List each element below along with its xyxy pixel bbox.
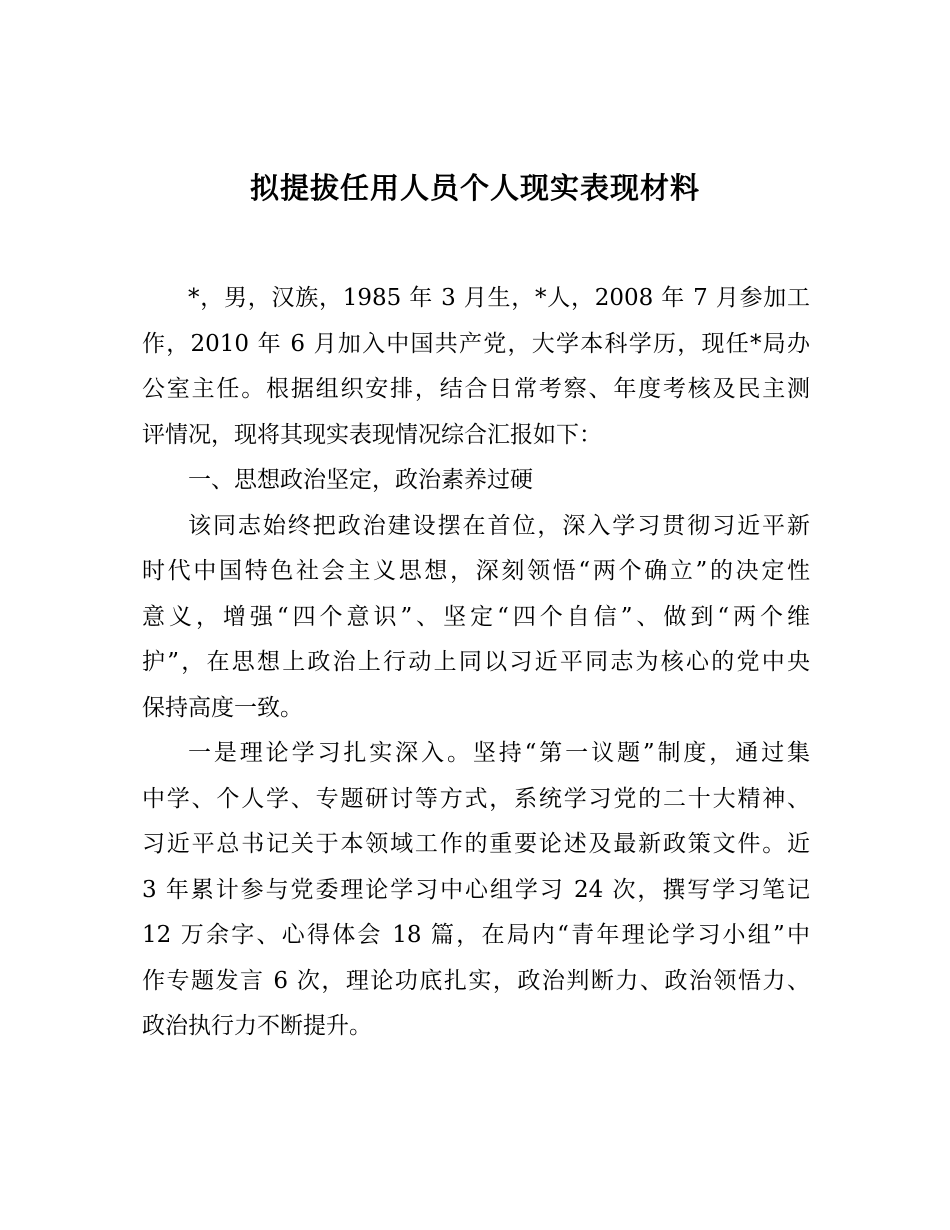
document-body <box>142 276 810 1050</box>
text-line: *，男，汉族，1985 年 3 月生，*人，2008 年 7 月参加工 <box>188 285 810 311</box>
document-title: 拟提拔任用人员个人现实表现材料 <box>249 171 700 205</box>
text-line: 中学、个人学、专题研讨等方式，系统学习党的二十大精神、 <box>142 785 810 812</box>
text-line: 护”，在思想上政治上行动上同以习近平同志为核心的党中央 <box>142 649 810 675</box>
text-line: 时代中国特色社会主义思想，深刻领悟“两个确立”的决定性 <box>142 558 810 584</box>
text-line: 习近平总书记关于本领域工作的重要论述及最新政策文件。近 <box>142 831 810 857</box>
paragraph <box>142 276 810 458</box>
text-line: 公室主任。根据组织安排，结合日常考察、年度考核及民主测 <box>142 376 810 402</box>
text-line: 作专题发言 6 次，理论功底扎实，政治判断力、政治领悟力、 <box>142 967 810 994</box>
text-line: 一、思想政治坚定，政治素养过硬 <box>188 467 533 493</box>
paragraph <box>142 504 810 732</box>
text-line: 评情况，现将其现实表现情况综合汇报如下： <box>142 421 602 448</box>
section-heading <box>142 458 810 504</box>
text-line: 一是理论学习扎实深入。坚持“第一议题”制度，通过集 <box>188 740 810 766</box>
text-line: 3 年累计参与党委理论学习中心组学习 24 次，撰写学习笔记 <box>142 876 810 903</box>
text-line: 政治执行力不断提升。 <box>142 1013 372 1039</box>
paragraph <box>142 731 810 1050</box>
text-line: 保持高度一致。 <box>142 694 303 721</box>
text-line: 作，2010 年 6 月加入中国共产党，大学本科学历，现任*局办 <box>142 330 810 357</box>
text-line: 12 万余字、心得体会 18 篇，在局内“青年理论学习小组”中 <box>142 922 810 948</box>
text-line: 该同志始终把政治建设摆在首位，深入学习贯彻习近平新 <box>188 512 810 539</box>
text-line: 意义，增强“四个意识”、坚定“四个自信”、做到“两个维 <box>142 603 810 630</box>
